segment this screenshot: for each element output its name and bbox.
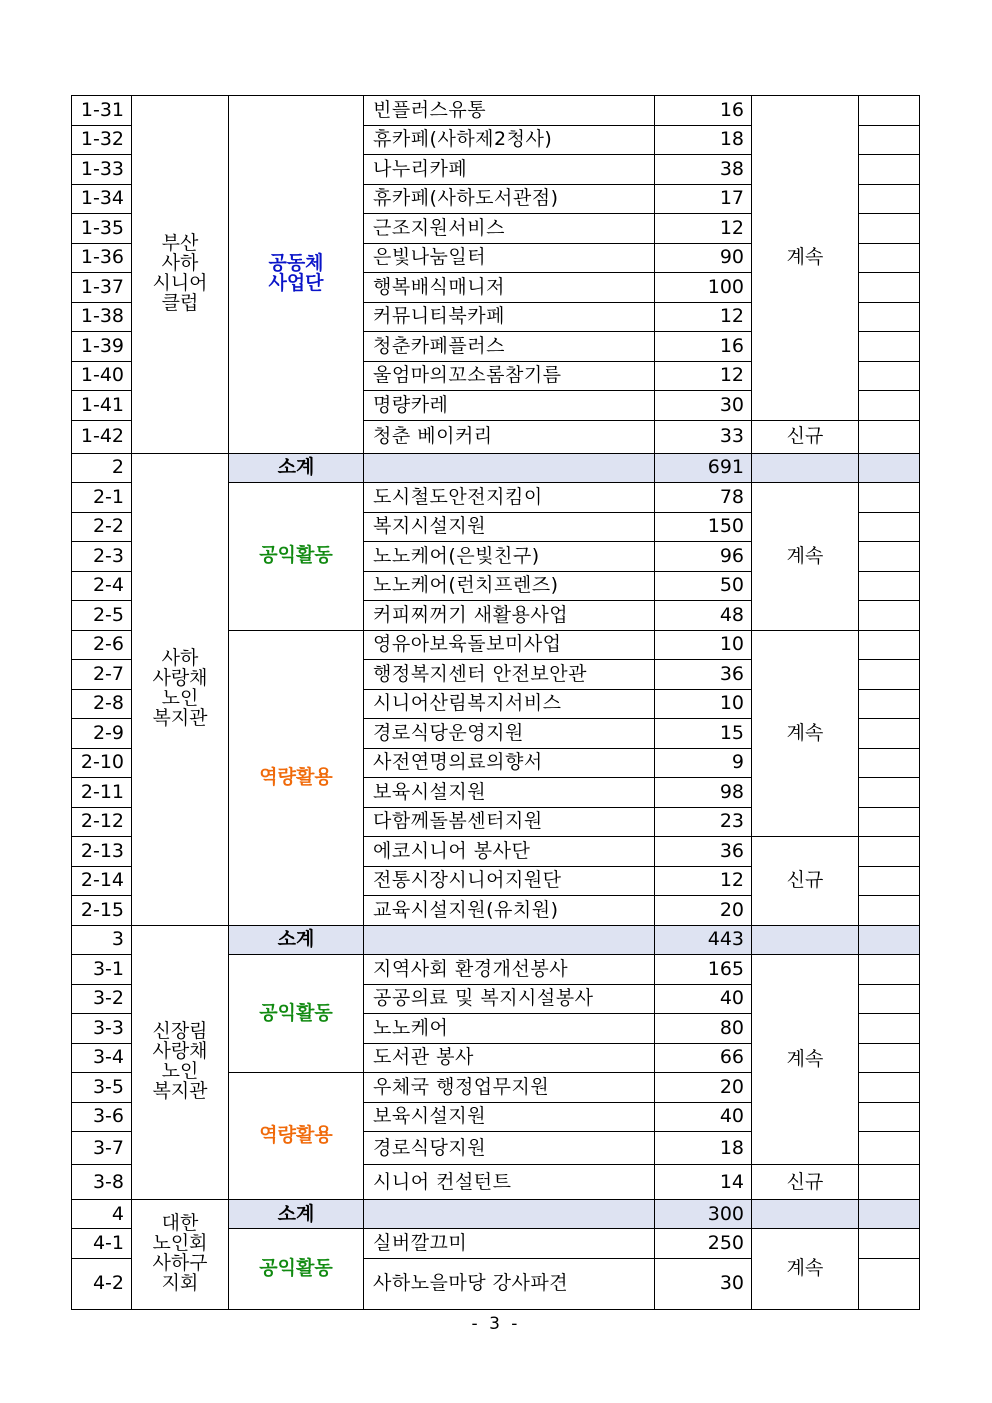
subtotal-row xyxy=(72,925,920,955)
project-name: 노노케어(런치프렌즈) xyxy=(364,571,655,601)
category-name: 공익활동 xyxy=(229,483,364,631)
participant-count: 90 xyxy=(655,243,752,273)
project-name: 복지시설지원 xyxy=(364,512,655,542)
subtotal-count: 443 xyxy=(655,925,752,955)
row-number: 2-2 xyxy=(72,512,132,542)
row-number: 2-13 xyxy=(72,837,132,867)
project-name: 명량카레 xyxy=(364,391,655,421)
row-number: 2-3 xyxy=(72,542,132,572)
participant-count: 18 xyxy=(655,1132,752,1165)
organization-name: 사하 사랑채 노인 복지관 xyxy=(132,453,229,925)
row-number: 3-8 xyxy=(72,1165,132,1200)
row-number: 2-15 xyxy=(72,896,132,926)
remarks-cell xyxy=(859,689,920,719)
remarks-cell xyxy=(859,214,920,244)
participant-count: 20 xyxy=(655,1073,752,1103)
remarks-cell xyxy=(859,512,920,542)
row-number: 1-31 xyxy=(72,96,132,126)
status-label: 신규 xyxy=(752,420,859,453)
organization-name: 부산 사하 시니어 클럽 xyxy=(132,96,229,454)
remarks-cell xyxy=(859,1132,920,1165)
project-name: 에코시니어 봉사단 xyxy=(364,837,655,867)
project-name: 휴카페(사하제2청사) xyxy=(364,125,655,155)
row-number: 1-40 xyxy=(72,361,132,391)
status-label: 계속 xyxy=(752,1229,859,1310)
participant-count: 38 xyxy=(655,155,752,185)
row-number: 3-3 xyxy=(72,1014,132,1044)
participant-count: 12 xyxy=(655,866,752,896)
project-name: 도시철도안전지킴이 xyxy=(364,483,655,513)
project-name: 나누리카페 xyxy=(364,155,655,185)
row-number: 2-9 xyxy=(72,719,132,749)
remarks-cell xyxy=(859,866,920,896)
participant-count: 36 xyxy=(655,837,752,867)
project-name: 행정복지센터 안전보안관 xyxy=(364,660,655,690)
remarks-cell xyxy=(859,955,920,985)
row-number: 2-5 xyxy=(72,601,132,631)
remarks-cell xyxy=(859,748,920,778)
remarks-cell xyxy=(859,243,920,273)
row-number: 3-6 xyxy=(72,1102,132,1132)
participant-count: 66 xyxy=(655,1043,752,1073)
remarks-cell xyxy=(859,807,920,837)
status-label: 신규 xyxy=(752,837,859,926)
project-name: 보육시설지원 xyxy=(364,778,655,808)
subtotal-count: 691 xyxy=(655,453,752,483)
row-number: 2-7 xyxy=(72,660,132,690)
participant-count: 36 xyxy=(655,660,752,690)
row-number: 2-12 xyxy=(72,807,132,837)
participant-count: 50 xyxy=(655,571,752,601)
remarks-cell xyxy=(859,542,920,572)
project-name: 청춘카페플러스 xyxy=(364,332,655,362)
row-number: 1-33 xyxy=(72,155,132,185)
status-label: 계속 xyxy=(752,955,859,1165)
project-name: 영유아보육돌보미사업 xyxy=(364,630,655,660)
remarks-cell xyxy=(859,630,920,660)
project-name: 전통시장시니어지원단 xyxy=(364,866,655,896)
row-number: 1-42 xyxy=(72,420,132,453)
row-number: 1-38 xyxy=(72,302,132,332)
subtotal-remarks-cell xyxy=(859,1200,920,1229)
participant-count: 16 xyxy=(655,332,752,362)
project-name: 커뮤니티북카페 xyxy=(364,302,655,332)
project-name: 근조지원서비스 xyxy=(364,214,655,244)
project-name: 노노케어(은빛친구) xyxy=(364,542,655,572)
subtotal-status-cell xyxy=(752,453,859,483)
remarks-cell xyxy=(859,96,920,126)
category-name: 공익활동 xyxy=(229,955,364,1073)
remarks-cell xyxy=(859,778,920,808)
remarks-cell xyxy=(859,155,920,185)
category-name: 공익활동 xyxy=(229,1229,364,1310)
subtotal-row xyxy=(72,1200,920,1229)
subtotal-name-cell xyxy=(364,1200,655,1229)
remarks-cell xyxy=(859,1073,920,1103)
remarks-cell xyxy=(859,571,920,601)
category-name: 공동체 사업단 xyxy=(229,96,364,454)
subtotal-name-cell xyxy=(364,925,655,955)
section-number: 2 xyxy=(72,453,132,483)
row-number: 2-11 xyxy=(72,778,132,808)
project-name: 다함께돌봄센터지원 xyxy=(364,807,655,837)
participant-count: 10 xyxy=(655,689,752,719)
row-number: 4-2 xyxy=(72,1258,132,1309)
row-number: 3-4 xyxy=(72,1043,132,1073)
remarks-cell xyxy=(859,184,920,214)
row-number: 2-14 xyxy=(72,866,132,896)
remarks-cell xyxy=(859,361,920,391)
participant-count: 12 xyxy=(655,361,752,391)
participant-count: 98 xyxy=(655,778,752,808)
participant-count: 165 xyxy=(655,955,752,985)
participant-count: 100 xyxy=(655,273,752,303)
project-name: 휴카페(사하도서관점) xyxy=(364,184,655,214)
participant-count: 20 xyxy=(655,896,752,926)
participant-count: 30 xyxy=(655,1258,752,1309)
remarks-cell xyxy=(859,332,920,362)
participant-count: 40 xyxy=(655,984,752,1014)
status-label: 계속 xyxy=(752,483,859,631)
row-number: 1-36 xyxy=(72,243,132,273)
project-name: 빈플러스유통 xyxy=(364,96,655,126)
section-number: 3 xyxy=(72,925,132,955)
project-name: 청춘 베이커리 xyxy=(364,420,655,453)
remarks-cell xyxy=(859,420,920,453)
remarks-cell xyxy=(859,1229,920,1259)
project-name: 교육시설지원(유치원) xyxy=(364,896,655,926)
remarks-cell xyxy=(859,1258,920,1309)
row-number: 1-34 xyxy=(72,184,132,214)
subtotal-label: 소계 xyxy=(229,925,364,955)
row-number: 2-4 xyxy=(72,571,132,601)
status-label: 신규 xyxy=(752,1165,859,1200)
row-number: 3-7 xyxy=(72,1132,132,1165)
participant-count: 12 xyxy=(655,214,752,244)
participant-count: 18 xyxy=(655,125,752,155)
remarks-cell xyxy=(859,984,920,1014)
participant-count: 150 xyxy=(655,512,752,542)
project-name: 시니어 컨설턴트 xyxy=(364,1165,655,1200)
remarks-cell xyxy=(859,483,920,513)
participant-count: 30 xyxy=(655,391,752,421)
row-number: 1-41 xyxy=(72,391,132,421)
project-name: 커피찌꺼기 새활용사업 xyxy=(364,601,655,631)
category-name: 역량활용 xyxy=(229,1073,364,1200)
project-name: 보육시설지원 xyxy=(364,1102,655,1132)
row-number: 3-1 xyxy=(72,955,132,985)
row-number: 1-37 xyxy=(72,273,132,303)
project-name: 행복배식매니저 xyxy=(364,273,655,303)
participant-count: 33 xyxy=(655,420,752,453)
project-name: 시니어산림복지서비스 xyxy=(364,689,655,719)
row-number: 3-2 xyxy=(72,984,132,1014)
participant-count: 12 xyxy=(655,302,752,332)
participant-count: 96 xyxy=(655,542,752,572)
remarks-cell xyxy=(859,1165,920,1200)
status-label: 계속 xyxy=(752,96,859,421)
row-number: 1-35 xyxy=(72,214,132,244)
project-name: 은빛나눔일터 xyxy=(364,243,655,273)
subtotal-remarks-cell xyxy=(859,925,920,955)
participant-count: 10 xyxy=(655,630,752,660)
remarks-cell xyxy=(859,391,920,421)
row-number: 1-39 xyxy=(72,332,132,362)
project-name: 울엄마의꼬소롬참기름 xyxy=(364,361,655,391)
organization-name: 신장림 사랑채 노인 복지관 xyxy=(132,925,229,1200)
project-name: 경로식당지원 xyxy=(364,1132,655,1165)
subtotal-count: 300 xyxy=(655,1200,752,1229)
subtotal-label: 소계 xyxy=(229,1200,364,1229)
subtotal-remarks-cell xyxy=(859,453,920,483)
project-name: 사하노을마당 강사파견 xyxy=(364,1258,655,1309)
section-number: 4 xyxy=(72,1200,132,1229)
organization-name: 대한 노인회 사하구 지회 xyxy=(132,1200,229,1310)
remarks-cell xyxy=(859,1014,920,1044)
participant-count: 23 xyxy=(655,807,752,837)
category-name: 역량활용 xyxy=(229,630,364,925)
project-name: 도서관 봉사 xyxy=(364,1043,655,1073)
participant-count: 14 xyxy=(655,1165,752,1200)
row-number: 2-8 xyxy=(72,689,132,719)
subtotal-row xyxy=(72,453,920,483)
remarks-cell xyxy=(859,660,920,690)
status-label: 계속 xyxy=(752,630,859,837)
project-name: 지역사회 환경개선봉사 xyxy=(364,955,655,985)
row-number: 2-1 xyxy=(72,483,132,513)
subtotal-status-cell xyxy=(752,925,859,955)
remarks-cell xyxy=(859,273,920,303)
participant-count: 16 xyxy=(655,96,752,126)
row-number: 1-32 xyxy=(72,125,132,155)
row-number: 4-1 xyxy=(72,1229,132,1259)
project-name: 사전연명의료의향서 xyxy=(364,748,655,778)
remarks-cell xyxy=(859,302,920,332)
remarks-cell xyxy=(859,1102,920,1132)
remarks-cell xyxy=(859,719,920,749)
page-number: - 3 - xyxy=(471,1314,521,1334)
project-name: 실버깔끄미 xyxy=(364,1229,655,1259)
participant-count: 40 xyxy=(655,1102,752,1132)
remarks-cell xyxy=(859,125,920,155)
subtotal-label: 소계 xyxy=(229,453,364,483)
participant-count: 250 xyxy=(655,1229,752,1259)
project-name: 우체국 행정업무지원 xyxy=(364,1073,655,1103)
participant-count: 78 xyxy=(655,483,752,513)
remarks-cell xyxy=(859,601,920,631)
participant-count: 80 xyxy=(655,1014,752,1044)
participant-count: 15 xyxy=(655,719,752,749)
remarks-cell xyxy=(859,1043,920,1073)
project-name: 노노케어 xyxy=(364,1014,655,1044)
project-name: 경로식당운영지원 xyxy=(364,719,655,749)
project-table xyxy=(71,95,920,1310)
subtotal-name-cell xyxy=(364,453,655,483)
participant-count: 17 xyxy=(655,184,752,214)
remarks-cell xyxy=(859,837,920,867)
subtotal-status-cell xyxy=(752,1200,859,1229)
row-number: 2-10 xyxy=(72,748,132,778)
table-row xyxy=(72,96,920,126)
remarks-cell xyxy=(859,896,920,926)
row-number: 3-5 xyxy=(72,1073,132,1103)
participant-count: 9 xyxy=(655,748,752,778)
project-name: 공공의료 및 복지시설봉사 xyxy=(364,984,655,1014)
row-number: 2-6 xyxy=(72,630,132,660)
participant-count: 48 xyxy=(655,601,752,631)
